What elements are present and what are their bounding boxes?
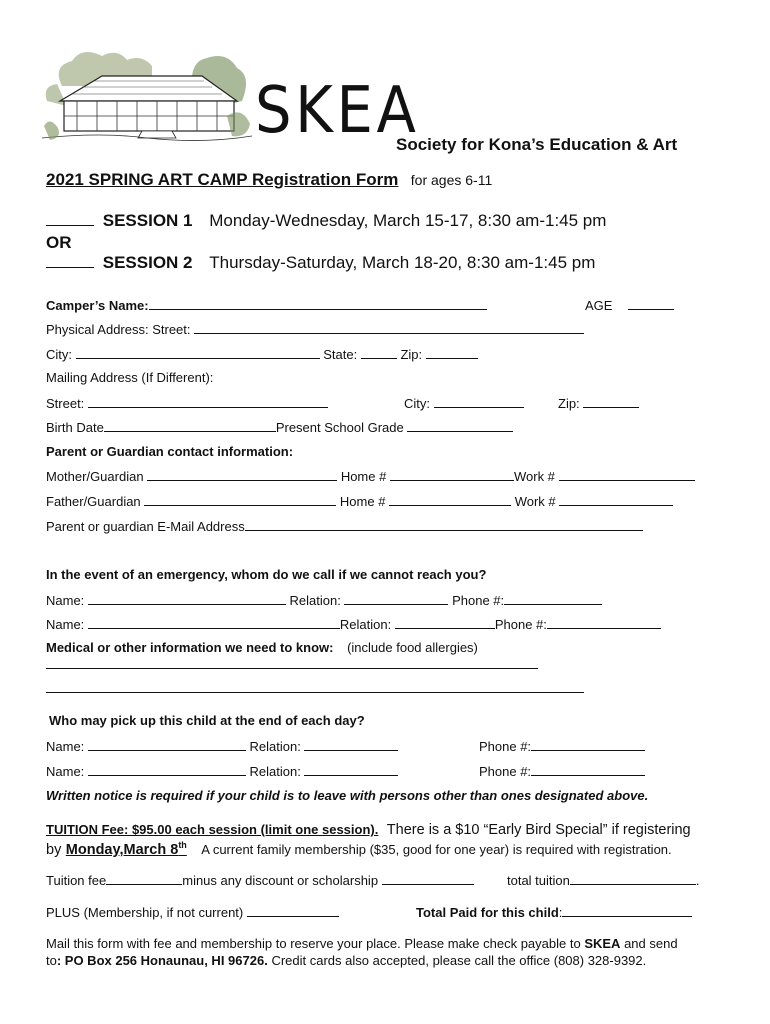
emergency1-relation-label: Relation:: [289, 593, 341, 608]
mailing-zip-label: Zip:: [558, 396, 580, 411]
pickup2-relation-field[interactable]: [304, 763, 398, 776]
emergency2-relation-field[interactable]: [395, 616, 495, 629]
mother-label: Mother/Guardian: [46, 469, 144, 484]
physical-address-label: Physical Address: Street:: [46, 322, 191, 337]
emergency-heading: In the event of an emergency, whom do we call if we cannot reach you?: [46, 567, 487, 582]
session1-checkbox-line[interactable]: [46, 213, 94, 226]
father-home-field[interactable]: [389, 493, 511, 506]
mother-work-label: Work #: [513, 469, 555, 484]
email-field[interactable]: [245, 518, 643, 531]
emergency2-phone-field[interactable]: [547, 616, 661, 629]
father-work-label: Work #: [514, 494, 556, 509]
father-home-label: Home #: [339, 494, 386, 509]
emergency2-relation-label: Relation:: [339, 617, 392, 632]
session2-label: SESSION 2: [102, 253, 193, 272]
discount-label: minus any discount or scholarship: [182, 873, 379, 888]
total-paid-colon: :: [558, 905, 563, 920]
mailing-street-label: Street:: [46, 396, 85, 411]
pickup1-phone-field[interactable]: [531, 738, 645, 751]
membership-field[interactable]: [247, 904, 339, 917]
medical-note: (include food allergies): [347, 640, 478, 655]
tuition-fee-label: TUITION Fee: [46, 822, 125, 837]
camper-name-field[interactable]: [149, 297, 487, 310]
session2-checkbox-line[interactable]: [46, 255, 94, 268]
pickup-notice: Written notice is required if your child is to leave with persons other than ones designated above.: [46, 788, 649, 803]
emergency1-phone-label: Phone #:: [452, 593, 505, 608]
mother-home-label: Home #: [340, 469, 387, 484]
footer-org: SKEA: [584, 936, 621, 951]
mailing-city-label: City:: [404, 396, 430, 411]
org-name: Society for Kona’s Education & Art: [396, 135, 678, 154]
pickup-heading: Who may pick up this child at the end of each day?: [49, 713, 365, 728]
ages-note: for ages 6-11: [410, 172, 493, 188]
by-text: by: [46, 841, 62, 858]
email-label: Parent or guardian E-Mail Address: [46, 519, 245, 534]
pickup1-name-field[interactable]: [88, 738, 246, 751]
emergency1-name-label: Name:: [46, 593, 85, 608]
tuition-fee-line-label: Tuition fee: [46, 873, 107, 888]
emergency2-name-field[interactable]: [88, 616, 340, 629]
birth-date-field[interactable]: [104, 419, 276, 432]
father-label: Father/Guardian: [46, 494, 141, 509]
school-grade-label: Present School Grade: [275, 420, 404, 435]
emergency1-name-field[interactable]: [88, 592, 286, 605]
mailing-street-field[interactable]: [88, 395, 328, 408]
footer-line1-text: Mail this form with fee and membership to reserve your place. Please make check payable to: [46, 936, 581, 951]
footer-to: to: [46, 953, 57, 968]
mother-home-field[interactable]: [390, 468, 514, 481]
total-tuition-label: total tuition: [507, 873, 570, 888]
total-tuition-field[interactable]: [570, 872, 696, 885]
pickup2-relation-label: Relation:: [249, 764, 301, 779]
mailing-zip-field[interactable]: [583, 395, 639, 408]
membership-note: A current family membership ($35, good for one year) is required with registration.: [201, 841, 672, 857]
mailing-city-field[interactable]: [434, 395, 524, 408]
mother-work-field[interactable]: [559, 468, 695, 481]
father-name-field[interactable]: [144, 493, 336, 506]
discount-field[interactable]: [382, 872, 474, 885]
zip-label: Zip:: [400, 347, 423, 362]
age-field[interactable]: [628, 297, 674, 310]
pickup1-name-label: Name:: [46, 739, 85, 754]
mailing-address: : PO Box 256 Honaunau, HI 96726.: [56, 953, 268, 968]
medical-heading: Medical or other information we need to know:: [46, 640, 334, 655]
mother-name-field[interactable]: [147, 468, 337, 481]
pickup1-phone-label: Phone #:: [479, 739, 532, 754]
session2-dates: Thursday-Saturday, March 18-20, 8:30 am-1:45 pm: [209, 253, 596, 272]
pickup1-relation-label: Relation:: [249, 739, 301, 754]
emergency1-relation-field[interactable]: [344, 592, 448, 605]
zip-field[interactable]: [426, 346, 478, 359]
age-label: AGE: [585, 298, 613, 313]
emergency2-phone-label: Phone #:: [494, 617, 547, 632]
mailing-address-label: Mailing Address (If Different):: [46, 370, 214, 385]
house-illustration-logo: [42, 46, 252, 146]
parent-contact-heading: Parent or Guardian contact information:: [46, 444, 294, 459]
total-paid-label: Total Paid for this child: [416, 905, 559, 920]
session1-label: SESSION 1: [102, 211, 193, 230]
father-work-field[interactable]: [559, 493, 673, 506]
tuition-fee-field[interactable]: [106, 872, 182, 885]
state-label: State:: [323, 347, 358, 362]
school-grade-field[interactable]: [407, 419, 513, 432]
tuition-fee-value: : $95.00 each session (limit one session).: [124, 822, 379, 837]
state-field[interactable]: [361, 346, 397, 359]
medical-line-2[interactable]: [46, 692, 584, 693]
physical-address-field[interactable]: [194, 321, 584, 334]
city-field[interactable]: [76, 346, 320, 359]
plus-membership-label: PLUS (Membership, if not current): [46, 905, 244, 920]
early-bird-text: There is a $10 “Early Bird Special” if registering: [386, 822, 691, 838]
emergency1-phone-field[interactable]: [504, 592, 602, 605]
birth-date-label: Birth Date: [46, 420, 104, 435]
pickup2-name-label: Name:: [46, 764, 85, 779]
pickup2-name-field[interactable]: [88, 763, 246, 776]
deadline-date: Monday,March 8th: [65, 840, 187, 858]
session1-dates: Monday-Wednesday, March 15-17, 8:30 am-1:45 pm: [209, 211, 607, 230]
pickup2-phone-label: Phone #:: [479, 764, 532, 779]
city-label: City:: [46, 347, 72, 362]
pickup1-relation-field[interactable]: [304, 738, 398, 751]
skea-wordmark: SKEA: [255, 74, 420, 148]
total-paid-field[interactable]: [562, 904, 692, 917]
medical-line-1[interactable]: [46, 668, 538, 669]
emergency2-name-label: Name:: [46, 617, 85, 632]
camper-name-label: Camper’s Name:: [46, 298, 149, 313]
pickup2-phone-field[interactable]: [531, 763, 645, 776]
footer-line1-end: and send: [624, 936, 678, 951]
or-label: OR: [46, 233, 72, 252]
footer-contact: Credit cards also accepted, please call the office (808) 328-9392.: [271, 953, 647, 968]
form-title: 2021 SPRING ART CAMP Registration Form: [46, 170, 399, 189]
